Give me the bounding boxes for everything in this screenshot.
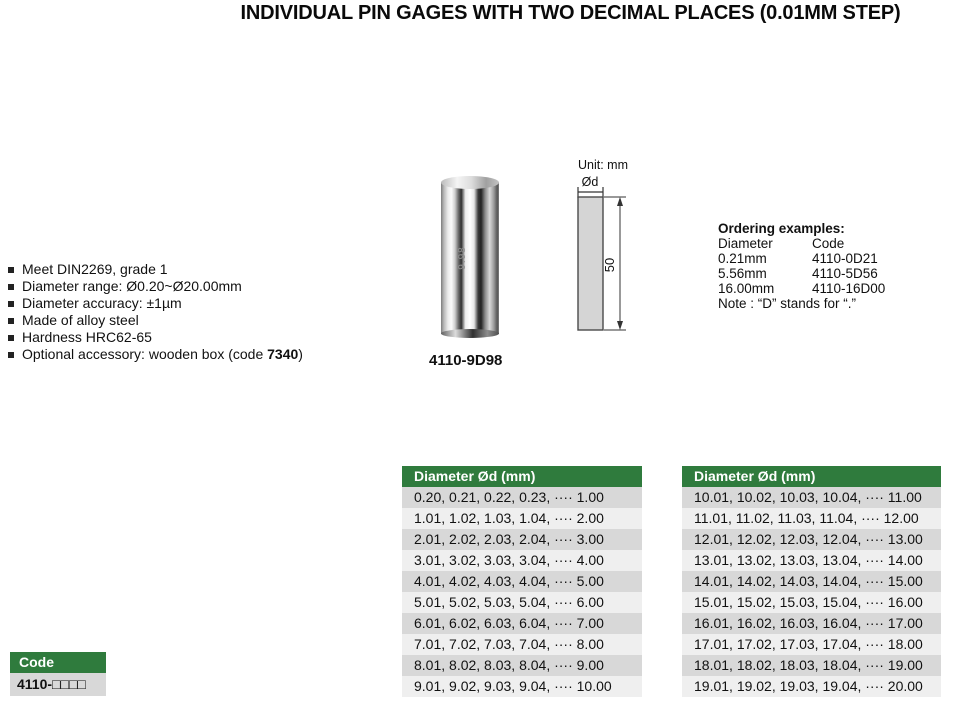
feature-text: [22, 346, 303, 363]
ordering-diameter: 16.00mm: [718, 281, 775, 296]
page-title: INDIVIDUAL PIN GAGES WITH TWO DECIMAL PLACES (0.01MM STEP): [240, 2, 901, 24]
code-box-header: Code: [10, 652, 106, 673]
feature-text: Diameter accuracy: ±1µm: [22, 295, 182, 311]
width-dim-label: Ød: [581, 175, 599, 189]
table-row: 3.01, 3.02, 3.03, 3.04, ···· 4.00: [402, 550, 642, 571]
height-dim-label: 50: [602, 257, 617, 273]
bullet-square-icon: [8, 335, 14, 341]
feature-item-accessory: [8, 346, 303, 363]
table-row: 7.01, 7.02, 7.03, 7.04, ···· 8.00: [402, 634, 642, 655]
bullet-square-icon: [8, 267, 14, 273]
table-row: 0.20, 0.21, 0.22, 0.23, ···· 1.00: [402, 487, 642, 508]
table-row: 10.01, 10.02, 10.03, 10.04, ···· 11.00: [682, 487, 941, 508]
table-row: 6.01, 6.02, 6.03, 6.04, ···· 7.00: [402, 613, 642, 634]
feature-text: Diameter range: Ø0.20~Ø20.00mm: [22, 278, 242, 294]
diameter-table-header: Diameter Ød (mm): [402, 466, 642, 487]
table-row: 12.01, 12.02, 12.03, 12.04, ···· 13.00: [682, 529, 941, 550]
ordering-columns: [718, 236, 928, 251]
pin-outline-rect: [578, 197, 603, 330]
table-row: 2.01, 2.02, 2.03, 2.04, ···· 3.00: [402, 529, 642, 550]
table-row: 19.01, 19.02, 19.03, 19.04, ···· 20.00: [682, 676, 941, 697]
feature-text: Meet DIN2269, grade 1: [22, 261, 168, 277]
table-row: 15.01, 15.02, 15.03, 15.04, ···· 16.00: [682, 592, 941, 613]
table-row: 11.01, 11.02, 11.03, 11.04, ···· 12.00: [682, 508, 941, 529]
ordering-code: 4110-5D56: [812, 266, 878, 281]
accessory-code: 7340: [267, 346, 299, 362]
table-row: 9.01, 9.02, 9.03, 9.04, ···· 10.00: [402, 676, 642, 697]
bullet-square-icon: [8, 284, 14, 290]
diameter-table-body: [402, 487, 642, 697]
diameter-table-body: [682, 487, 941, 697]
ordering-diameter: 0.21mm: [718, 251, 767, 266]
ordering-code: 4110-0D21: [812, 251, 878, 266]
arrowhead-down-icon: [617, 321, 623, 330]
diameter-table-right: [682, 466, 941, 697]
ordering-code: 4110-16D00: [812, 281, 886, 296]
pin-gage-photo: [441, 182, 499, 334]
feature-item: [8, 329, 303, 346]
table-row: 8.01, 8.02, 8.03, 8.04, ···· 9.00: [402, 655, 642, 676]
ordering-row: [718, 266, 928, 281]
ordering-note: Note : “D” stands for “.”: [718, 296, 857, 311]
table-row: 5.01, 5.02, 5.03, 5.04, ···· 6.00: [402, 592, 642, 613]
table-row: 13.01, 13.02, 13.03, 13.04, ···· 14.00: [682, 550, 941, 571]
accessory-prefix: Optional accessory: wooden box (code: [22, 346, 268, 362]
table-row: 1.01, 1.02, 1.03, 1.04, ···· 2.00: [402, 508, 642, 529]
ordering-heading: Ordering examples:: [718, 221, 845, 236]
ordering-row: [718, 251, 928, 266]
bullet-square-icon: [8, 352, 14, 358]
accessory-suffix: ): [298, 346, 303, 362]
ordering-diameter: 5.56mm: [718, 266, 767, 281]
table-row: 14.01, 14.02, 14.03, 14.04, ···· 15.00: [682, 571, 941, 592]
ordering-row: [718, 281, 928, 296]
table-row: 16.01, 16.02, 16.03, 16.04, ···· 17.00: [682, 613, 941, 634]
feature-item: [8, 295, 303, 312]
table-row: 4.01, 4.02, 4.03, 4.04, ···· 5.00: [402, 571, 642, 592]
arrowhead-up-icon: [617, 197, 623, 206]
dimension-drawing: [558, 155, 653, 345]
feature-text: Hardness HRC62-65: [22, 329, 152, 345]
feature-item: [8, 312, 303, 329]
feature-text: Made of alloy steel: [22, 312, 139, 328]
product-code-label: 4110-9D98: [429, 352, 503, 369]
ordering-col-code: Code: [812, 236, 845, 251]
table-row: 18.01, 18.02, 18.03, 18.04, ···· 19.00: [682, 655, 941, 676]
diameter-table-left: [402, 466, 642, 697]
feature-item: [8, 278, 303, 295]
bullet-square-icon: [8, 301, 14, 307]
ordering-col-diameter: Diameter: [718, 236, 773, 251]
feature-item: [8, 261, 303, 278]
ordering-examples: [718, 221, 928, 311]
bullet-square-icon: [8, 318, 14, 324]
table-row: 17.01, 17.02, 17.03, 17.04, ···· 18.00: [682, 634, 941, 655]
code-box-value: 4110-□□□□: [10, 673, 106, 696]
code-box: [10, 652, 106, 696]
unit-label: Unit: mm: [578, 158, 628, 172]
pin-engraving: 9.98: [457, 246, 468, 270]
feature-list: [8, 261, 303, 363]
diameter-table-header: Diameter Ød (mm): [682, 466, 941, 487]
